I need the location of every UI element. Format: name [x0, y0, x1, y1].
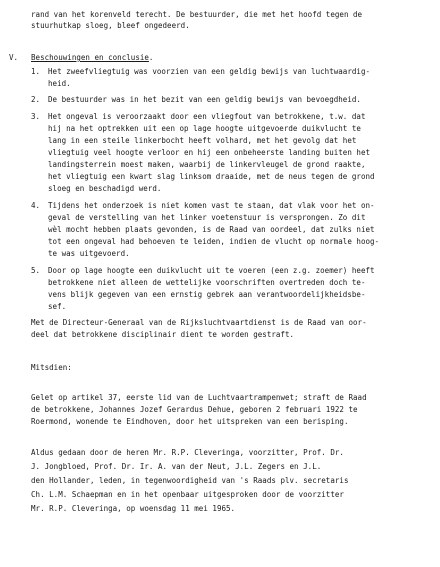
- item-4-line-2: geval de verstelling van het linker voetenstuur is versprongen. Zo dit: [48, 213, 366, 222]
- item-4-line-3: wèl mocht hebben plaats gevonden, is de Raad van oordeel, dat zulks niet: [48, 225, 375, 234]
- signature-line-1: Aldus gedaan door de heren Mr. R.P. Cleveringa, voorzitter, Prof. Dr.: [31, 448, 344, 457]
- item-3-line-2: hij na het optrekken uit een op lage hoogte uitgevoerde duikvlucht te: [48, 124, 361, 133]
- item-5-line-4: sef.: [48, 302, 67, 311]
- verdict-line-2: de betrokkene, Johannes Jozef Gerardus Dehue, geboren 2 februari 1922 te: [31, 405, 358, 414]
- signature-line-3: den Hollander, leden, in tegenwoordigheid van 's Raads plv. secretaris: [31, 476, 349, 485]
- item-1-number: 1.: [31, 67, 41, 76]
- item-3-line-1: Het ongeval is veroorzaakt door een vliegfout van betrokkene, t.w. dat: [48, 112, 366, 121]
- item-3-line-4: vliegtuig veel hoogte verloor en hij een onbeheerste landing buiten het: [48, 148, 371, 157]
- item-3-line-3: lang in een steile linkerbocht heeft volhard, met het gevolg dat het: [48, 136, 357, 145]
- section-marker: V.: [9, 53, 19, 62]
- signature-line-4: Ch. L.M. Schaepman en in het openbaar uitgesproken door de voorzitter: [31, 490, 344, 499]
- item-5-line-2: betrokkene niet alleen de wettelijke voorschriften overtreden doch te-: [48, 278, 366, 287]
- conclusion-line-2: deel dat betrokkene disciplinair dient te worden gestraft.: [31, 330, 295, 339]
- item-1-line-2: heid.: [48, 79, 71, 88]
- item-5-line-1: Door op lage hoogte een duikvlucht uit te voeren (een z.g. zoemer) heeft: [48, 266, 375, 275]
- intro-line-1: rand van het korenveld terecht. De bestuurder, die met het hoofd tegen de: [31, 10, 363, 19]
- item-5-line-3: vens blijk gegeven van een ernstig gebrek aan verantwoordelijkheidsbe-: [48, 290, 366, 299]
- item-3-line-5: landingsterrein moest maken, waarbij de linkervleugel de grond raakte,: [48, 160, 366, 169]
- signature-line-5: Mr. R.P. Cleveringa, op woensdag 11 mei 1965.: [31, 504, 236, 513]
- signature-line-2: J. Jongbloed, Prof. Dr. Ir. A. van der Neut, J.L. Zegers en J.L.: [31, 462, 322, 471]
- item-3-line-7: sloeg en beschadigd werd.: [48, 184, 162, 193]
- item-3-number: 3.: [31, 112, 41, 121]
- item-4-number: 4.: [31, 201, 41, 210]
- item-2-line-1: De bestuurder was in het bezit van een geldig bewijs van bevoegdheid.: [48, 95, 361, 104]
- section-title-text: Beschouwingen en conclusie: [31, 53, 149, 62]
- verdict-line-3: Roermond, wonende te Eindhoven, door het uitspreken van een berisping.: [31, 417, 349, 426]
- verdict-line-1: Gelet op artikel 37, eerste lid van de Luchtvaartrampenwet; straft de Raad: [31, 393, 367, 402]
- item-2-number: 2.: [31, 95, 41, 104]
- item-4-line-4: tot een ongeval had behoeven te leiden, indien de vlucht op normale hoog-: [48, 237, 380, 246]
- item-4-line-1: Tijdens het onderzoek is niet komen vast te staan, dat vlak voor het on-: [48, 201, 375, 210]
- mitsdien-heading: Mitsdien:: [31, 363, 72, 372]
- section-title: [31, 52, 153, 63]
- intro-line-2: stuurhutkap sloeg, bleef ongedeerd.: [31, 21, 190, 30]
- item-1-line-1: Het zweefvliegtuig was voorzien van een geldig bewijs van luchtwaardig-: [48, 67, 371, 76]
- conclusion-line-1: Met de Directeur-Generaal van de Rijksluchtvaartdienst is de Raad van oor-: [31, 318, 367, 327]
- item-4-line-5: te was uitgevoerd.: [48, 249, 130, 258]
- item-5-number: 5.: [31, 266, 41, 275]
- section-title-suffix: .: [148, 53, 154, 62]
- item-3-line-6: het vliegtuig een kwart slag linksom draaide, met de neus tegen de grond: [48, 172, 375, 181]
